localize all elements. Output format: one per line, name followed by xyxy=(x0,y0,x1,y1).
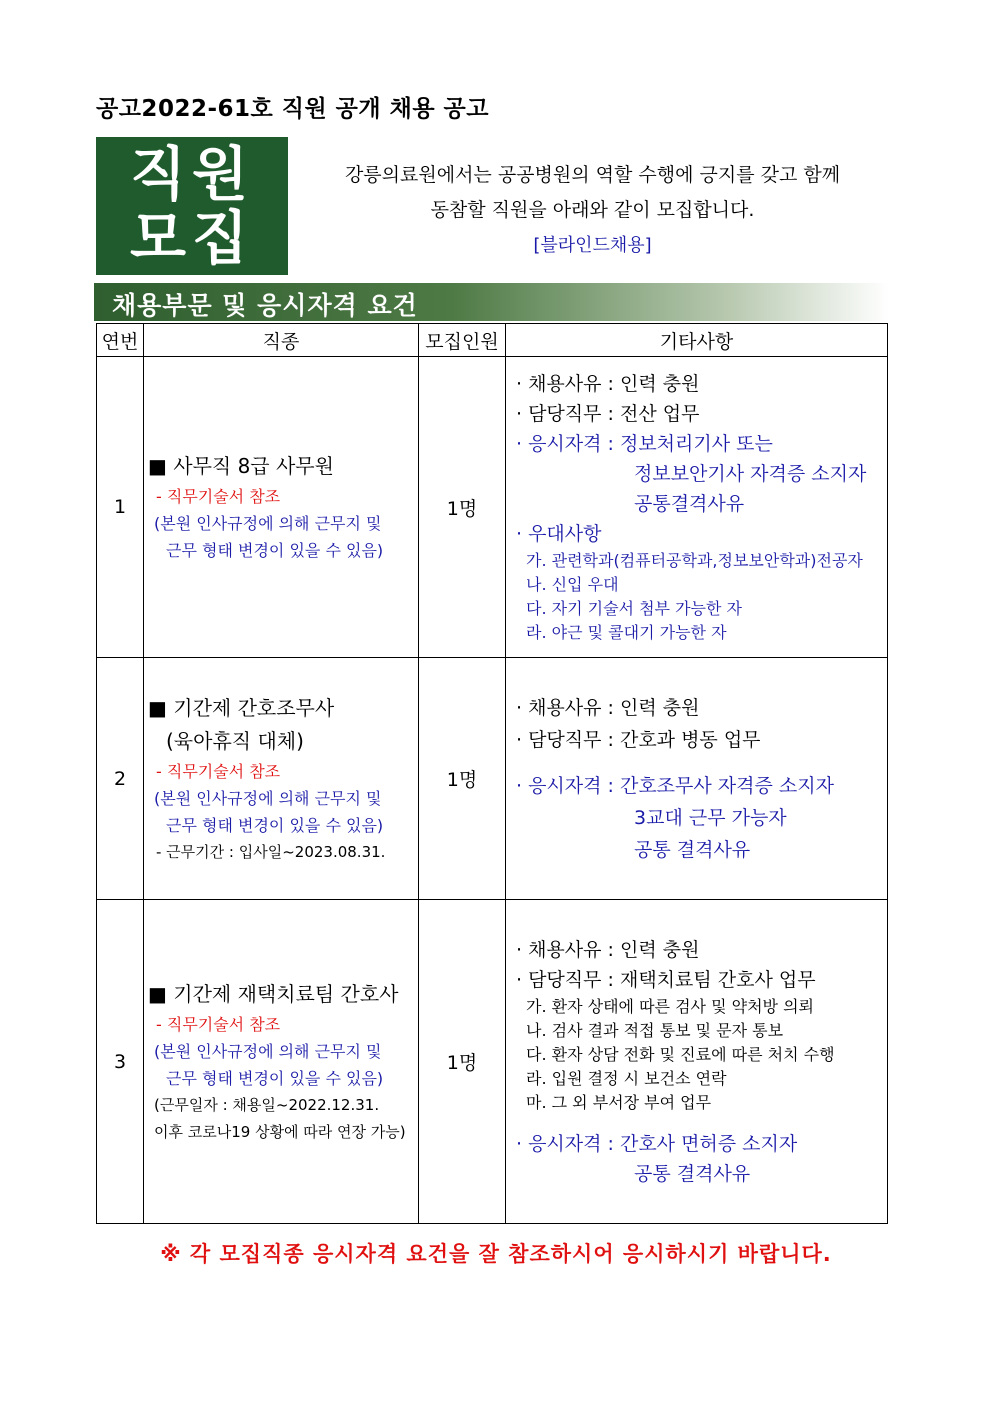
qualification: 공통 결격사유 xyxy=(634,1162,751,1185)
row-number: 2 xyxy=(97,658,144,900)
intro-line-1: 강릉의료원에서는 공공병원의 역할 수행에 긍지를 갖고 함께 xyxy=(344,164,841,186)
job-cell xyxy=(144,658,419,900)
job-note: (본원 인사규정에 의해 근무지 및 xyxy=(154,1041,382,1061)
job-name-sub: (육아휴직 대체) xyxy=(166,728,304,753)
headcount: 1명 xyxy=(419,658,506,900)
section-title: 채용부문 및 응시자격 요건 xyxy=(112,291,418,320)
intro-line-2: 동참할 직원을 아래와 같이 모집합니다. xyxy=(430,199,755,221)
hire-reason: · 채용사유 : 인력 충원 xyxy=(516,373,700,395)
header-number: 연번 xyxy=(97,324,144,357)
logo-line-1: 직원 xyxy=(129,140,255,208)
table-row xyxy=(97,900,888,1224)
qualification: · 응시자격 : 간호사 면허증 소지자 xyxy=(516,1132,798,1155)
qualification: 정보보안기사 자격증 소지자 xyxy=(634,463,867,485)
duty-item: 가. 환자 상태에 따른 검사 및 약처방 의뢰 xyxy=(526,996,814,1016)
job-ref: - 직무기술서 참조 xyxy=(156,487,281,506)
duty-item: 나. 검사 결과 적접 통보 및 문자 통보 xyxy=(526,1020,784,1040)
header-count: 모집인원 xyxy=(419,324,506,357)
job-cell xyxy=(144,900,419,1224)
duty: · 담당직무 : 재택치료팀 간호사 업무 xyxy=(516,968,816,991)
preference-item: 다. 자기 기술서 첨부 가능한 자 xyxy=(526,599,742,618)
job-name: ■ 기간제 재택치료팀 간호사 xyxy=(148,981,399,1006)
hire-reason: · 채용사유 : 인력 충원 xyxy=(516,938,700,961)
recruitment-table xyxy=(96,323,888,1224)
row-number: 3 xyxy=(97,900,144,1224)
preference-item: 나. 신입 우대 xyxy=(526,575,619,594)
job-note: (본원 인사규정에 의해 근무지 및 xyxy=(154,788,382,808)
qualification: 공통결격사유 xyxy=(634,493,745,515)
preference-item: 라. 야근 및 콜대기 가능한 자 xyxy=(526,623,727,642)
duty: · 담당직무 : 전산 업무 xyxy=(516,403,700,425)
preference: · 우대사항 xyxy=(516,523,602,545)
job-name: ■ 사무직 8급 사무원 xyxy=(148,454,334,478)
headcount: 1명 xyxy=(419,357,506,658)
row-number: 1 xyxy=(97,357,144,658)
etc-cell xyxy=(506,900,888,1224)
section-header xyxy=(94,283,889,321)
qualification: · 응시자격 : 정보처리기사 또는 xyxy=(516,433,773,455)
duty-item: 마. 그 외 부서장 부여 업무 xyxy=(526,1092,712,1112)
etc-cell xyxy=(506,658,888,900)
job-name: ■ 기간제 간호조무사 xyxy=(148,695,335,720)
table-header-row xyxy=(97,324,888,357)
header-etc: 기타사항 xyxy=(506,324,888,357)
footer-notice: ※ 각 모집직종 응시자격 요건을 잘 참조하시어 응시하시기 바랍니다. xyxy=(160,1242,832,1266)
qualification: 공통 결격사유 xyxy=(634,838,751,861)
job-note: 근무 형태 변경이 있을 수 있음) xyxy=(166,815,384,835)
preference-item: 가. 관련학과(컴퓨터공학과,정보보안학과)전공자 xyxy=(526,551,863,570)
recruit-logo xyxy=(96,137,288,275)
job-note: 근무 형태 변경이 있을 수 있음) xyxy=(166,1068,384,1088)
job-cell xyxy=(144,357,419,658)
duty: · 담당직무 : 간호과 병동 업무 xyxy=(516,728,761,751)
intro-text xyxy=(300,158,885,263)
job-note: 근무 형태 변경이 있을 수 있음) xyxy=(166,541,384,560)
etc-cell xyxy=(506,357,888,658)
table-row xyxy=(97,658,888,900)
job-period: 이후 코로나19 상황에 따라 연장 가능) xyxy=(154,1122,406,1141)
table-row xyxy=(97,357,888,658)
hire-reason: · 채용사유 : 인력 충원 xyxy=(516,696,700,719)
blind-hiring-label: [블라인드채용] xyxy=(533,235,652,256)
page-title: 공고2022-61호 직원 공개 채용 공고 xyxy=(96,96,489,122)
qualification: 3교대 근무 가능자 xyxy=(634,806,787,829)
duty-item: 라. 입원 결정 시 보건소 연락 xyxy=(526,1068,727,1088)
header-job: 직종 xyxy=(144,324,419,357)
job-ref: - 직무기술서 참조 xyxy=(156,1014,281,1034)
duty-item: 다. 환자 상담 전화 및 진료에 따른 처치 수행 xyxy=(526,1044,835,1064)
headcount: 1명 xyxy=(419,900,506,1224)
job-ref: - 직무기술서 참조 xyxy=(156,761,281,781)
job-period: - 근무기간 : 입사일~2023.08.31. xyxy=(156,842,386,861)
logo-line-2: 모집 xyxy=(129,204,255,272)
job-period: (근무일자 : 채용일~2022.12.31. xyxy=(154,1095,380,1114)
qualification: · 응시자격 : 간호조무사 자격증 소지자 xyxy=(516,774,834,797)
job-note: (본원 인사규정에 의해 근무지 및 xyxy=(154,514,382,533)
